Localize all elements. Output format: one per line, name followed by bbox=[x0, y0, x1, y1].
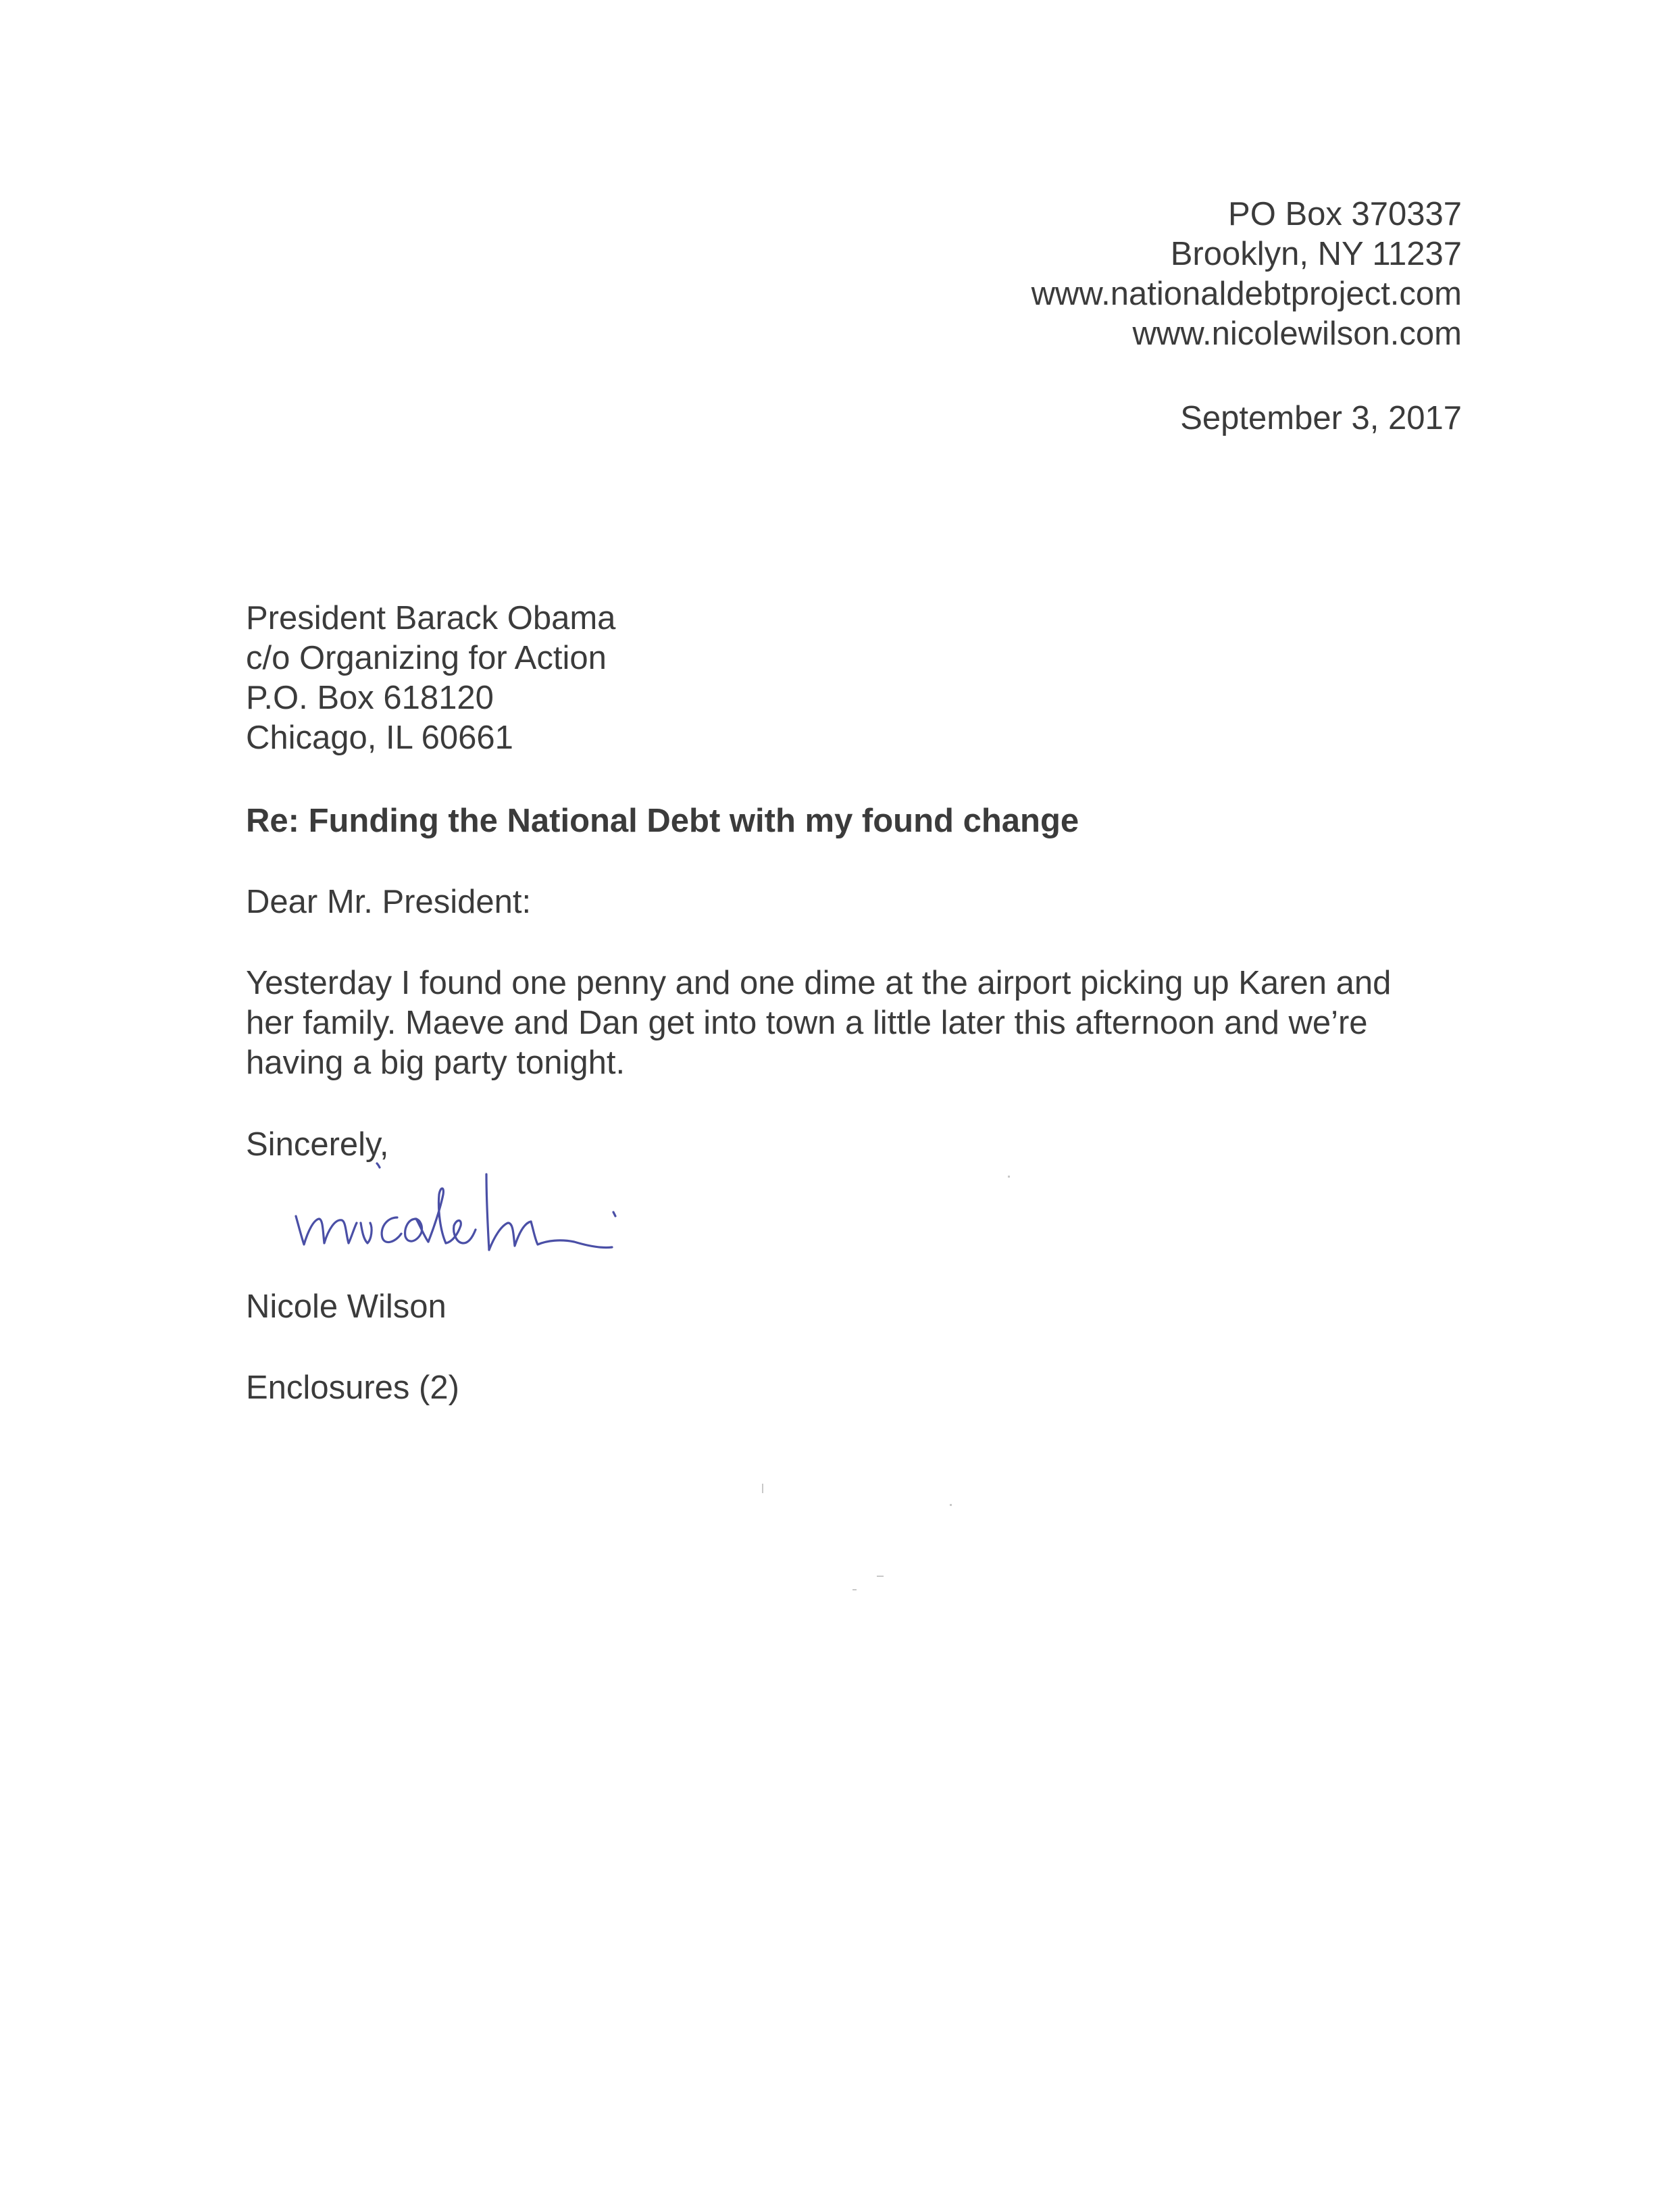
letter-date: September 3, 2017 bbox=[1180, 400, 1462, 436]
subject-line: Re: Funding the National Debt with my found change bbox=[246, 803, 1079, 839]
sender-website-nicole-wilson: www.nicolewilson.com bbox=[1132, 316, 1462, 352]
signer-name: Nicole Wilson bbox=[246, 1288, 447, 1325]
scan-speck bbox=[950, 1504, 952, 1506]
letter-body bbox=[246, 963, 1442, 1083]
scan-speck bbox=[762, 1484, 763, 1493]
recipient-address-block bbox=[246, 599, 1462, 758]
scan-speck bbox=[877, 1576, 884, 1577]
sender-city-state-zip: Brooklyn, NY 11237 bbox=[1170, 236, 1462, 272]
recipient-name: President Barack Obama bbox=[246, 600, 616, 636]
sender-website-national-debt: www.nationaldebtproject.com bbox=[1031, 276, 1462, 312]
body-paragraph: Yesterday I found one penny and one dime at the airport picking up Karen and her family. Maeve and Dan get into town a little later this afternoon and we’re having a big party tonight. bbox=[246, 965, 1392, 1081]
recipient-po-box: P.O. Box 618120 bbox=[246, 680, 494, 716]
handwritten-signature bbox=[284, 1161, 703, 1262]
closing: Sincerely, bbox=[246, 1126, 389, 1163]
scan-speck bbox=[1008, 1176, 1010, 1178]
sender-address-block bbox=[1032, 195, 1462, 354]
recipient-care-of: c/o Organizing for Action bbox=[246, 640, 607, 676]
salutation: Dear Mr. President: bbox=[246, 884, 532, 920]
scan-speck bbox=[852, 1589, 857, 1590]
enclosures-note: Enclosures (2) bbox=[246, 1369, 459, 1406]
sender-po-box: PO Box 370337 bbox=[1228, 196, 1462, 232]
recipient-city-state-zip: Chicago, IL 60661 bbox=[246, 720, 513, 756]
